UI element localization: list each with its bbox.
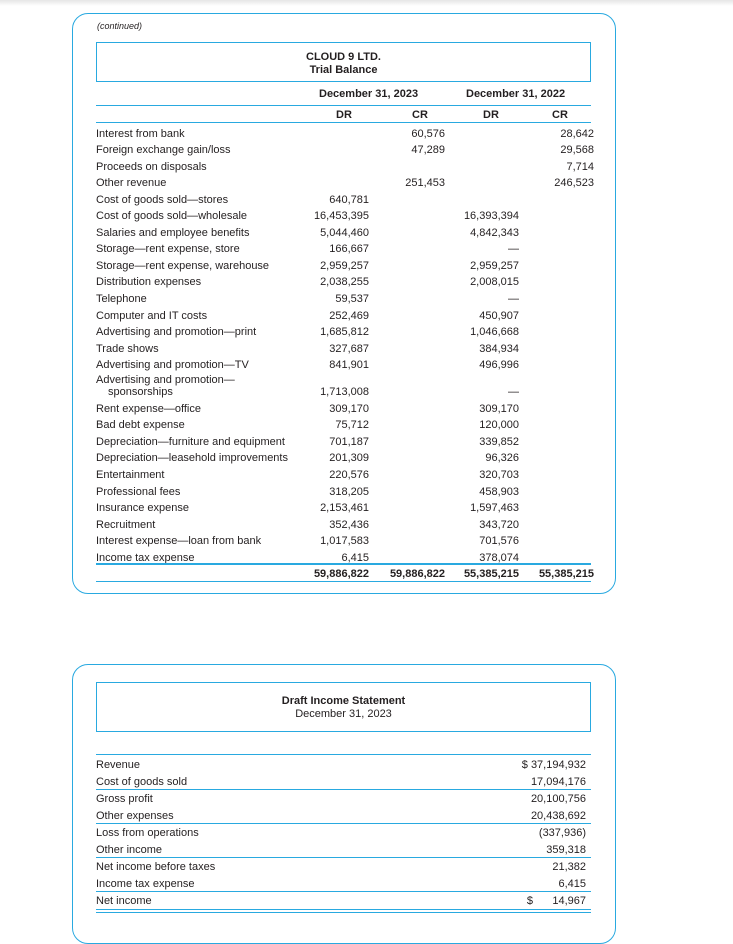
dr-2023-value: 1,017,583	[320, 535, 369, 548]
table-row	[96, 466, 591, 483]
dr-2023-value: 2,959,257	[320, 259, 369, 272]
row-label: Telephone	[96, 293, 147, 306]
dr-2023-value: 309,170	[329, 402, 369, 415]
table-row	[96, 450, 591, 467]
amount-value: 20,100,756	[530, 793, 586, 805]
statement-row	[96, 875, 591, 892]
dr-2022-value: 120,000	[479, 419, 519, 432]
dr-2022-value: 458,903	[479, 485, 519, 498]
dr-2023-value: 2,153,461	[320, 502, 369, 515]
dr-2023-value: 6,415	[341, 551, 369, 564]
cr-2023-value: 47,289	[411, 144, 445, 157]
dr-2022-value: 2,008,015	[470, 276, 519, 289]
table-row	[96, 483, 591, 500]
statement-row	[96, 807, 591, 824]
table-row	[96, 373, 591, 400]
row-label: Other income	[96, 844, 163, 856]
statement-row	[96, 756, 591, 773]
table-row	[96, 125, 594, 142]
dr-2023-value: 1,713,008	[320, 386, 369, 399]
amount-value: 20,438,692	[530, 810, 586, 822]
row-rule	[96, 891, 591, 892]
income-statement-title: Draft Income Statement	[281, 695, 406, 707]
row-label: Entertainment	[96, 468, 165, 481]
table-row	[96, 433, 591, 450]
total-dr-2023: 59,886,822	[313, 567, 369, 580]
statement-row	[96, 790, 591, 807]
dr-2023-value: 16,453,395	[313, 210, 369, 223]
dr-2022-value: —	[508, 243, 519, 256]
col-dr-2022: DR	[483, 109, 499, 121]
totals-row	[96, 565, 594, 582]
col-cr-2022: CR	[552, 109, 568, 121]
currency-symbol: $	[526, 895, 533, 907]
statement-row	[96, 841, 591, 858]
table-row	[96, 158, 594, 175]
statement-row	[96, 892, 591, 909]
row-label: Rent expense—office	[96, 402, 201, 415]
row-label: Gross profit	[96, 793, 153, 805]
dr-2023-value: 1,685,812	[320, 326, 369, 339]
row-label: Cost of goods sold—wholesale	[96, 210, 248, 223]
amount-value: 359,318	[546, 844, 586, 856]
dr-2022-value: 1,597,463	[470, 502, 519, 515]
dr-2023-value: 318,205	[329, 485, 369, 498]
table-row	[96, 291, 591, 308]
table-row	[96, 324, 591, 341]
income-statement-date: December 31, 2023	[295, 708, 392, 720]
table-row	[96, 533, 591, 550]
dr-2023-value: 252,469	[329, 309, 369, 322]
statement-row	[96, 824, 591, 841]
dr-2023-value: 701,187	[329, 435, 369, 448]
amount-value: 21,382	[552, 861, 586, 873]
cr-2023-value: 251,453	[405, 177, 445, 190]
total-cr-2022: 55,385,215	[538, 567, 594, 580]
cr-2023-value: 60,576	[411, 127, 445, 140]
row-label: Loss from operations	[96, 827, 199, 839]
row-label: Interest expense—loan from bank	[96, 535, 262, 548]
row-label-continued: sponsorships	[108, 386, 173, 399]
row-rule	[96, 823, 591, 824]
dr-2023-value: 2,038,255	[320, 276, 369, 289]
page-top-shadow	[0, 0, 733, 6]
header-rule	[96, 105, 591, 106]
row-label: Computer and IT costs	[96, 309, 208, 322]
double-rule	[96, 909, 591, 910]
dr-2023-value: 841,901	[329, 359, 369, 372]
row-label: Depreciation—leasehold improvements	[96, 452, 288, 465]
table-row	[96, 175, 594, 192]
dr-2022-value: 384,934	[479, 342, 519, 355]
row-label: Advertising and promotion—TV	[96, 359, 249, 372]
row-label: Proceeds on disposals	[96, 160, 207, 173]
dr-2022-value: —	[508, 386, 519, 399]
period-2022-header: December 31, 2022	[466, 88, 566, 100]
table-row	[96, 340, 591, 357]
table-row	[96, 516, 591, 533]
row-label: Other revenue	[96, 177, 167, 190]
col-dr-2023: DR	[336, 109, 352, 121]
col-cr-2023: CR	[412, 109, 428, 121]
dr-2023-value: 327,687	[329, 342, 369, 355]
row-label: Income tax expense	[96, 551, 195, 564]
table-row	[96, 241, 591, 258]
dr-2022-value: 450,907	[479, 309, 519, 322]
dr-2022-value: 309,170	[479, 402, 519, 415]
dr-2023-value: 640,781	[329, 193, 369, 206]
double-rule	[96, 912, 591, 913]
row-label: Storage—rent expense, warehouse	[96, 259, 270, 272]
table-row	[96, 500, 591, 517]
dr-2022-value: —	[508, 293, 519, 306]
table-row	[96, 224, 591, 241]
cr-2022-value: 246,523	[554, 177, 594, 190]
cr-2022-value: 29,568	[560, 144, 594, 157]
income-statement-card	[72, 664, 616, 944]
continued-label: (continued)	[97, 21, 143, 31]
cr-2022-value: 7,714	[566, 160, 594, 173]
row-label: Advertising and promotion—print	[96, 326, 257, 339]
total-dr-2022: 55,385,215	[463, 567, 519, 580]
dr-2022-value: 2,959,257	[470, 259, 519, 272]
dr-2023-value: 75,712	[335, 419, 369, 432]
dr-2022-value: 343,720	[479, 518, 519, 531]
row-rule	[96, 857, 591, 858]
row-label: Salaries and employee benefits	[96, 226, 250, 239]
company-name: CLOUD 9 LTD.	[306, 51, 381, 63]
amount-value: (337,936)	[538, 827, 586, 839]
row-label: Income tax expense	[96, 878, 195, 890]
income-header-rule	[96, 754, 591, 755]
dr-2022-value: 339,852	[479, 435, 519, 448]
amount-value: 14,967	[552, 895, 586, 907]
dr-2022-value: 96,326	[485, 452, 519, 465]
dr-2022-value: 378,074	[479, 551, 519, 564]
dr-2022-value: 1,046,668	[470, 326, 519, 339]
row-label: Advertising and promotion—	[96, 374, 235, 387]
table-row	[96, 274, 591, 291]
row-label: Trade shows	[96, 342, 159, 355]
row-label: Foreign exchange gain/loss	[96, 144, 231, 157]
table-row	[96, 142, 594, 159]
row-label: Net income before taxes	[96, 861, 216, 873]
row-label: Interest from bank	[96, 127, 185, 140]
table-row	[96, 191, 591, 208]
dr-2023-value: 201,309	[329, 452, 369, 465]
row-label: Professional fees	[96, 485, 181, 498]
table-row	[96, 400, 591, 417]
dr-2023-value: 220,576	[329, 468, 369, 481]
row-label: Depreciation—furniture and equipment	[96, 435, 285, 448]
row-rule	[96, 789, 591, 790]
dr-2022-value: 4,842,343	[470, 226, 519, 239]
row-label: Distribution expenses	[96, 276, 202, 289]
trial-balance-card	[72, 13, 616, 594]
bottom-rule	[96, 581, 591, 582]
total-cr-2023: 59,886,822	[389, 567, 445, 580]
dr-2023-value: 352,436	[329, 518, 369, 531]
table-row	[96, 257, 591, 274]
dr-2023-value: 5,044,460	[320, 226, 369, 239]
dr-2022-value: 496,996	[479, 359, 519, 372]
table-row	[96, 208, 591, 225]
amount-value: 6,415	[558, 878, 586, 890]
amount-value: $ 37,194,932	[521, 759, 586, 771]
statement-title: Trial Balance	[309, 64, 378, 76]
row-label: Bad debt expense	[96, 419, 185, 432]
statement-row	[96, 773, 591, 790]
table-row	[96, 417, 591, 434]
dr-2022-value: 701,576	[479, 535, 519, 548]
trial-balance-title-box	[96, 42, 591, 82]
statement-row	[96, 858, 591, 875]
period-2023-header: December 31, 2023	[319, 88, 419, 100]
row-label: Net income	[96, 895, 152, 907]
table-row	[96, 307, 591, 324]
dr-2022-value: 320,703	[479, 468, 519, 481]
row-label: Revenue	[96, 759, 141, 771]
row-label: Insurance expense	[96, 502, 189, 515]
row-label: Cost of goods sold—stores	[96, 193, 229, 206]
income-statement-title-box	[96, 682, 591, 732]
row-label: Other expenses	[96, 810, 174, 822]
column-header-rule	[96, 122, 591, 123]
dr-2023-value: 59,537	[335, 293, 369, 306]
row-label: Recruitment	[96, 518, 156, 531]
row-label: Cost of goods sold	[96, 776, 188, 788]
row-label: Storage—rent expense, store	[96, 243, 240, 256]
dr-2022-value: 16,393,394	[463, 210, 519, 223]
table-row	[96, 357, 591, 374]
amount-value: 17,094,176	[530, 776, 586, 788]
dr-2023-value: 166,667	[329, 243, 369, 256]
cr-2022-value: 28,642	[560, 127, 594, 140]
